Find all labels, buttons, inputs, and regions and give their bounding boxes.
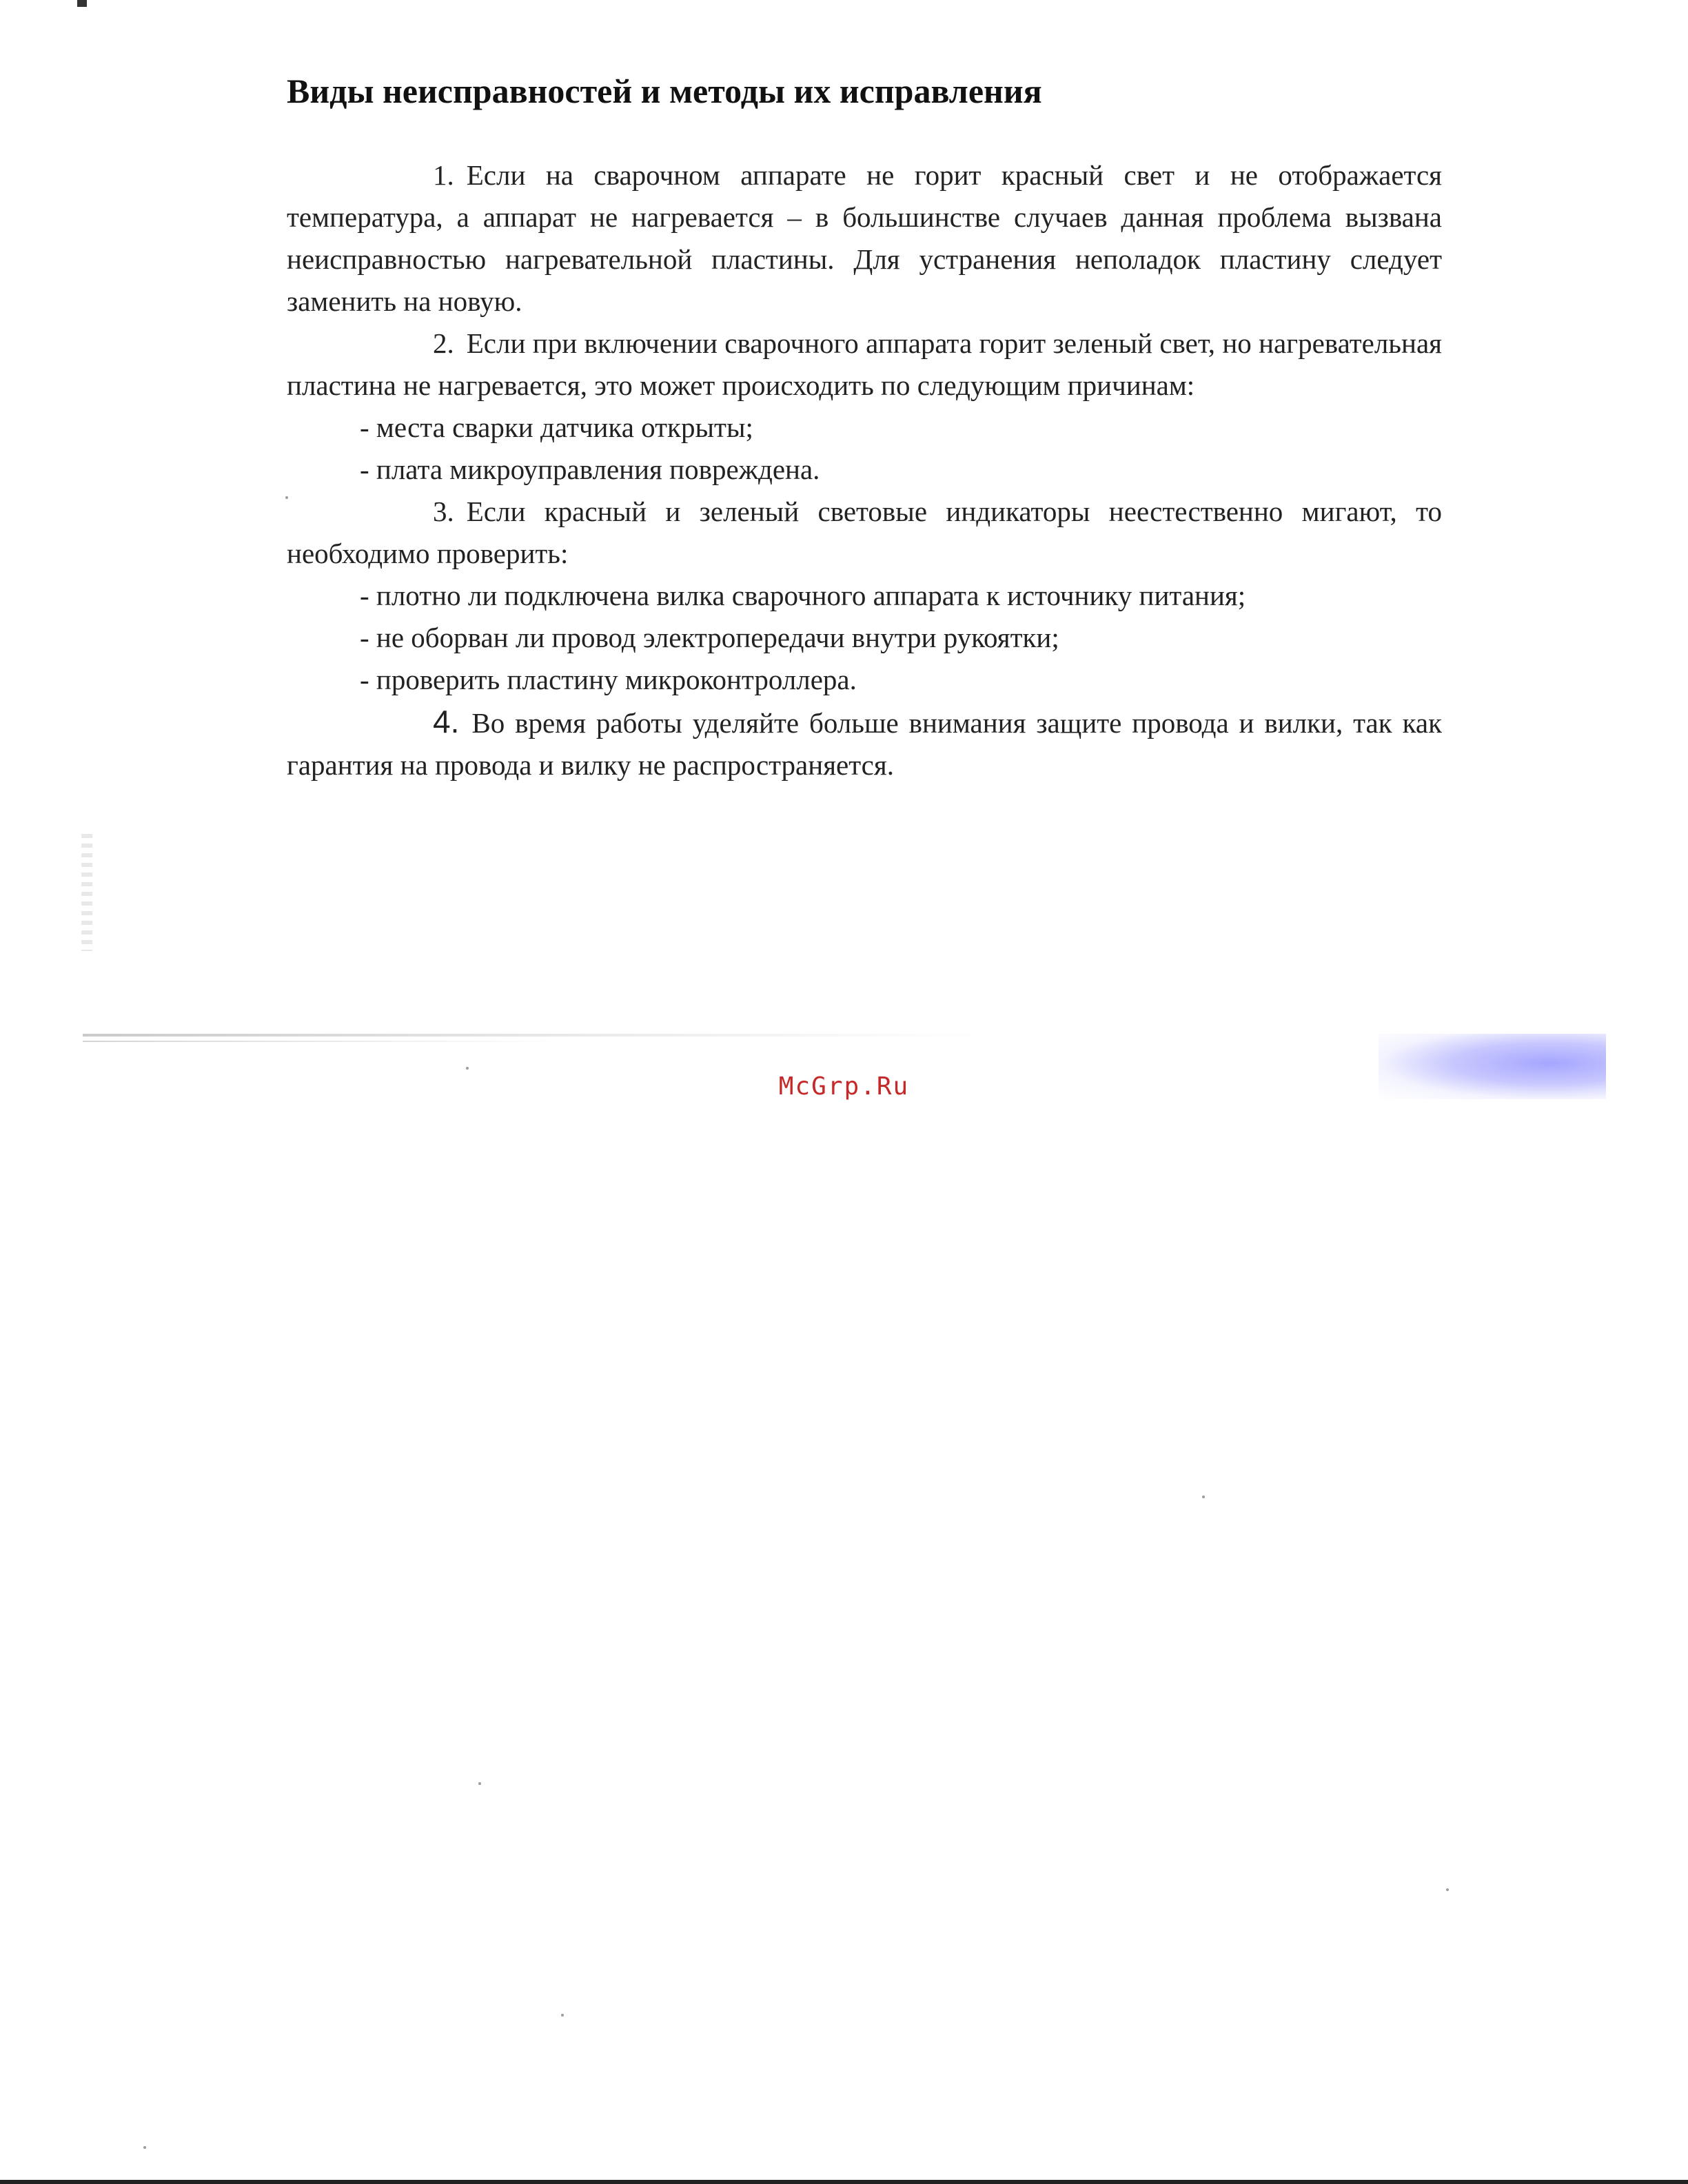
- scan-corner-mark: [77, 0, 87, 7]
- item-2-text: Если при включении сварочного аппарата горит зеленый свет, но нагревательная пластина не нагревается, это может происходить по следующим причинам:: [287, 327, 1442, 401]
- document-title: Виды неисправностей и методы их исправления: [287, 72, 1042, 110]
- scan-speck: [1202, 1496, 1205, 1498]
- item-1-number: 1.: [433, 159, 454, 191]
- scan-speck: [478, 1782, 481, 1785]
- item-4-text: Во время работы уделяйте больше внимания защите провода и вилки, так как гарантия на провода и вилку не распространяется.: [287, 707, 1442, 781]
- item-4-paragraph: [287, 701, 1442, 786]
- item-2-number: 2.: [433, 327, 454, 359]
- item-3-number: 3.: [433, 496, 454, 527]
- scan-bottom-edge: [0, 2180, 1688, 2184]
- scan-fold-line: [83, 1034, 979, 1037]
- scan-speck: [143, 2146, 146, 2149]
- item-3-paragraph: [287, 491, 1442, 575]
- item-3-bullet: - не оборван ли провод электропередачи внутри рукоятки;: [360, 622, 1059, 653]
- item-1-paragraph: [287, 154, 1442, 323]
- item-2-paragraph: [287, 323, 1442, 407]
- scan-fold-line-secondary: [83, 1041, 565, 1042]
- item-2-bullet: - места сварки датчика открыты;: [360, 411, 753, 443]
- scan-speck: [1446, 1888, 1449, 1891]
- scan-speck: [561, 2014, 564, 2017]
- scan-speck: [285, 496, 288, 499]
- document-page: [287, 69, 1442, 786]
- site-watermark: McGrp.Ru: [778, 1072, 910, 1101]
- scan-speck: [466, 1067, 469, 1070]
- scan-edge-artifact: [81, 834, 92, 951]
- item-3-bullet: - плотно ли подключена вилка сварочного аппарата к источнику питания;: [360, 580, 1246, 611]
- item-3-bullet: - проверить пластину микроконтроллера.: [360, 664, 857, 695]
- item-3-text: Если красный и зеленый световые индикаторы неестественно мигают, то необходимо проверить:: [287, 496, 1442, 569]
- item-2-bullet: - плата микроуправления повреждена.: [360, 453, 820, 485]
- item-4-number: 4.: [433, 704, 460, 739]
- item-1-text: Если на сварочном аппарате не горит красный свет и не отображается температура, а аппарат не нагревается – в большинстве случаев данная проблема вызвана неисправностью нагревательной пластины. Для устранения неполадок пластину следует заменить на новую.: [287, 159, 1442, 317]
